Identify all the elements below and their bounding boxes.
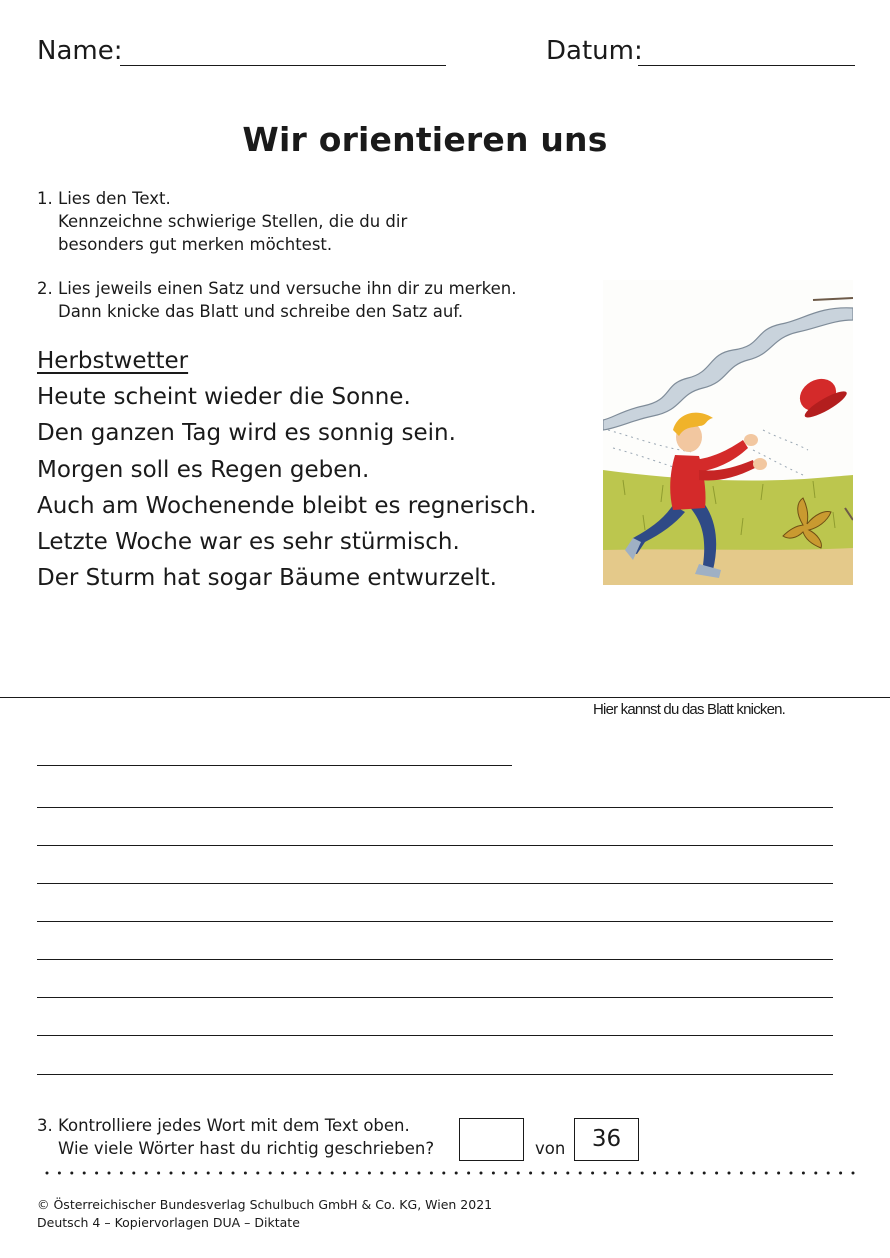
writing-line-8[interactable]	[37, 1035, 833, 1036]
task-3-line-1: Kontrolliere jedes Wort mit dem Text oben.	[58, 1116, 410, 1135]
text-sentence-6: Der Sturm hat sogar Bäume entwurzelt.	[37, 565, 497, 592]
dotted-separator	[45, 1168, 857, 1178]
task-2-number: 2.	[37, 279, 53, 298]
writing-line-4[interactable]	[37, 883, 833, 884]
name-write-line[interactable]	[120, 65, 446, 66]
writing-line-6[interactable]	[37, 959, 833, 960]
dictation-text	[37, 343, 537, 596]
name-label: Name:	[37, 36, 123, 66]
task-1-line-2: Kennzeichne schwierige Stellen, die du dir	[58, 212, 408, 231]
writing-line-3[interactable]	[37, 845, 833, 846]
task-2-line-1: Lies jeweils einen Satz und versuche ihn dir zu merken.	[58, 279, 517, 298]
text-title: Herbstwetter	[37, 348, 189, 374]
writing-line-7[interactable]	[37, 997, 833, 998]
text-sentence-3: Morgen soll es Regen geben.	[37, 456, 370, 483]
text-sentence-5: Letzte Woche war es sehr stürmisch.	[37, 529, 460, 556]
writing-line-1[interactable]	[37, 765, 512, 766]
text-sentence-2: Den ganzen Tag wird es sonnig sein.	[37, 420, 456, 447]
windy-boy-illustration	[603, 280, 853, 585]
task-1-line-1: Lies den Text.	[58, 189, 171, 208]
copyright-text: © Österreichischer Bundesverlag Schulbuch GmbH & Co. KG, Wien 2021	[37, 1197, 493, 1212]
task-1-line-3: besonders gut merken möchtest.	[58, 235, 333, 254]
fold-line	[0, 697, 890, 698]
text-sentence-4: Auch am Wochenende bleibt es regnerisch.	[37, 492, 537, 519]
von-label: von	[535, 1139, 566, 1158]
correct-words-box[interactable]	[459, 1118, 524, 1161]
text-sentence-1: Heute scheint wieder die Sonne.	[37, 384, 411, 411]
writing-line-5[interactable]	[37, 921, 833, 922]
task-2-line-2: Dann knicke das Blatt und schreibe den Satz auf.	[58, 302, 464, 321]
fold-note: Hier kannst du das Blatt knicken.	[593, 701, 786, 718]
writing-line-2[interactable]	[37, 807, 833, 808]
series-text: Deutsch 4 – Kopiervorlagen DUA – Diktate	[37, 1215, 300, 1230]
total-words-box: 36	[574, 1118, 639, 1161]
page-title: Wir orientieren uns	[242, 120, 608, 159]
task-1	[37, 187, 407, 256]
task-3-number: 3.	[37, 1116, 53, 1135]
writing-line-9[interactable]	[37, 1074, 833, 1075]
date-label: Datum:	[546, 36, 643, 66]
task-3-line-2: Wie viele Wörter hast du richtig geschrieben?	[58, 1139, 435, 1158]
task-3	[37, 1114, 434, 1160]
task-1-number: 1.	[37, 189, 53, 208]
task-2	[37, 277, 517, 323]
date-write-line[interactable]	[638, 65, 855, 66]
